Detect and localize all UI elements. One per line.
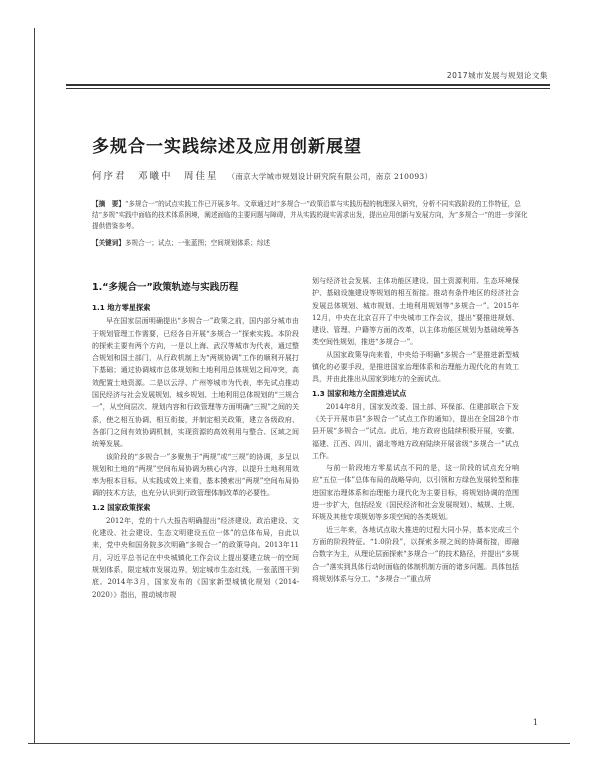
header-rule: [66, 84, 550, 86]
header-rule-thin: [66, 88, 550, 89]
paragraph: 近三年来，各地试点取大推进的过程大同小异，基本完成三个方面的阶段特征。“1.0阶段”，以探索多规之间的协调衔接，即融合数字为主，从理论层面探索“多规合一”的技术路径，并提出“多规合一”落实到具体行动时面临的体制机制方面的诸多问题。具体包括将规划体系与分工、“多规合一”重点所: [312, 525, 519, 583]
page-number: 1: [532, 718, 538, 727]
author-affiliation: （南京大学城市规划设计研究院有限公司，南京 210093）: [227, 172, 433, 181]
paragraph: 与前一阶段地方零星试点不同的是，这一阶段的试点充分响应“五位一体”总体布局的战略导向，以引领和方绿色发展转型和推进国家治理体系和治理能力现代化为主要目标，将规划协调的范围进一步扩大，包括经发（国民经济和社会发展规划）、城规、土规、环规及其他专项规划等多项空间的各类规划。: [312, 464, 519, 522]
keywords-text: 多规合一；试点；一张蓝图；空间规划体系；综述: [124, 239, 271, 247]
paragraph: 早在国家层面明确提出“多规合一”政策之前，国内部分城市由于规划管理工作需要，已经各自开展“多规合一”探索实践。本阶段的探索主要有两个方向，一是以上海、武汉等城市为代表，通过整合规划和国土部门，从行政机制上为“两规协调”工作的顺利开展打下基础；通过协调城市总体规划和土地利用总体规划之间冲突，高效配置土地资源。二是以云浮、广州等城市为代表，率先试点推动国民经济与社会发展规划、城乡规划、土地利用总体规划的“三规合一”，从空间层次、规划内容和行政管理等方面明确“三规”之间的关系，使之相互协调、相互衔接，并制定相关政策，建立各级政府、各部门之间有效协调机制，实现资源的高效利用与整合、区域之间统筹发展。: [92, 317, 299, 449]
section-heading: 1.“多规合一”政策轨迹与实践历程: [92, 282, 239, 293]
left-column: [92, 282, 299, 601]
abstract-label: 【摘 要】: [92, 200, 125, 208]
running-header: 2017城市发展与规划论文集: [446, 71, 548, 80]
paragraph: 从国家政策导向来看，中央给予明确“多规合一”是推进新型城镇化的必要手段，是推进国家治理体系和治理能力现代化的有效工具，并由此推出从国家到地方的全面试点。: [312, 350, 519, 384]
right-column: [312, 275, 519, 585]
subsection-heading: 1.2 国家政策探索: [92, 502, 151, 512]
page-frame-tick: [28, 743, 36, 744]
page-frame-left: [34, 28, 35, 744]
abstract: [92, 199, 532, 232]
author-names: 何序君 邓曦中 周佳星: [92, 171, 219, 182]
keywords: [92, 237, 532, 247]
subsection-heading: 1.1 地方零星探索: [92, 303, 151, 313]
paragraph: 该阶段的“多规合一”多聚焦于“两规”或“三规”的协调，多呈以规划和土地的“两规”空间布局协调为核心内容，以提升土地利用效率为根本目标。从实践成效上来看，基本摸索出“两规”空间布局协调的技术方法，也充分认识到行政管理体制改革的必要性。: [92, 452, 299, 498]
page-frame-bottom: [34, 743, 570, 744]
author-line: [92, 168, 432, 182]
paragraph: 2012年，党的十八大报告明确提出“经济建设、政治建设、文化建设、社会建设、生态文明建设五位一体”的总体布局，自此以来，党中央和国务院多次明确“多规合一”的政策导向。2013年11月，习近平总书记在中央城镇化工作会议上提出要建立统一的空间规划体系，限定城市发展边界，划定城市生态红线，一张蓝图干到底。2014年3月，国家发布的《国家新型城镇化规划（2014-2020）》指出，推动城市规: [92, 516, 299, 599]
keywords-label: 【关键词】: [92, 239, 125, 247]
paragraph: 2014年8月，国家发改委、国土部、环保部、住建部联合下发《关于开展市县“多规合一”试点工作的通知》，提出在全国28个市县开展“多规合一”试点。此后，地方政府也陆续积极开展，安徽、福建、江西、四川、湖北等地方政府陆续开展省级“多规合一”试点工作。: [312, 402, 519, 460]
article-title: 多规合一实践综述及应用创新展望: [92, 137, 362, 157]
abstract-text: “多规合一”的试点实践工作已开展多年。文章通过对“多规合一”政策沿革与实践历程的梳理深入研究，分析不同实践阶段的工作特征，总结“多规”实践中面临的技术体系困境，阐述面临的主要问题与障碍，并从实践的现实需求出发，提出应用创新与发展方向，为“多规合一”的进一步深化提供借鉴参考。: [92, 200, 528, 230]
subsection-heading: 1.3 国家和地方全面推进试点: [312, 388, 407, 398]
paragraph: 划与经济社会发展、主体功能区建设、国土资源利用、生态环境保护、基础设施建设等规划的相互衔接。推动有条件地区的经济社会发展总体规划、城市规划、土地利用规划等“多规合一”。2015年12月，中央在北京召开了中央城市工作会议，提出“要推进规划、建设、管理、户籍等方面的改革，以主体功能区规划为基础统筹各类空间性规划，推进“多规合一”。: [312, 277, 519, 347]
